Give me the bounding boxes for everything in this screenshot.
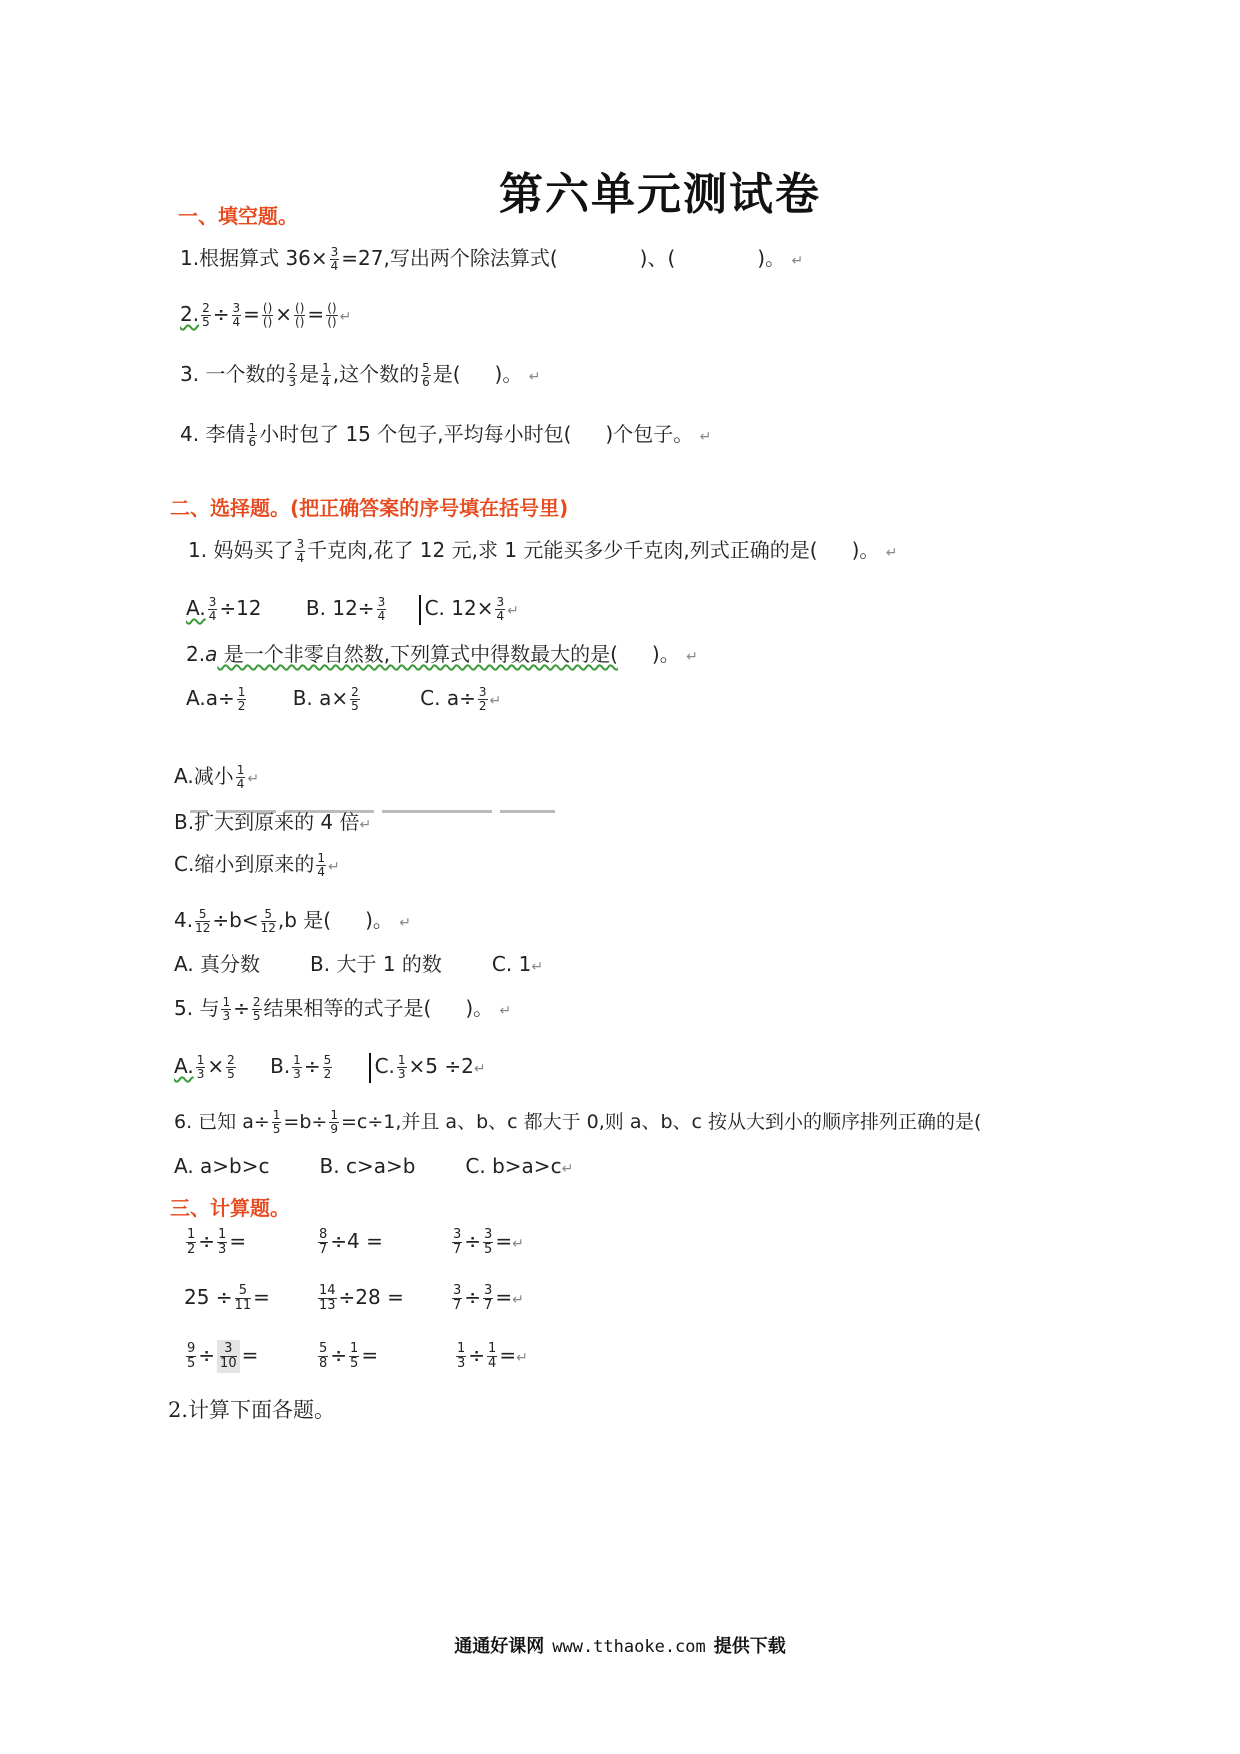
fraction: $\frac{3}{2}$ (478, 685, 487, 713)
choice-options-1: A. $\frac{3}{4}$ ÷12 B. 12÷ $\frac{3}{4}$ C. 12× $\frac{3}{4}$ ↵ (186, 595, 519, 623)
fraction: $\frac{2}{3}$ (288, 361, 297, 389)
fraction: $\frac{1}{2}$ (237, 685, 246, 713)
fraction: $\frac{1}{4}$ (322, 361, 330, 389)
blank-fraction[interactable]: $\frac{()}{()}$ (262, 301, 273, 329)
fraction: $\frac{1}{9}$ (330, 1108, 338, 1136)
choice-3-option-b: B.扩大到原来的 4 倍↵ (174, 810, 372, 834)
fraction: $\frac{5}{12}$ (260, 907, 276, 935)
fraction: $\frac{2}{5}$ (202, 301, 210, 329)
calc-item: 25 ÷ $\frac{5}{11}$ = (184, 1283, 270, 1313)
calc-item: $\frac{3}{7}$ ÷ $\frac{3}{5}$ =↵ (453, 1227, 524, 1257)
text-cursor (419, 595, 421, 625)
choice-options-4: A. 真分数 B. 大于 1 的数 C. 1↵ (174, 952, 544, 976)
choice-question-1: 1. 妈妈买了 $\frac{3}{4}$ 千克肉,花了 12 元,求 1 元能买多少千克肉,列式正确的是( )。 ↵ (188, 537, 898, 565)
fraction: $\frac{1}{3}$ (397, 1053, 406, 1081)
section-heading-fill-blanks: 一、填空题。 (178, 204, 298, 228)
choice-question-5: 5. 与 $\frac{1}{3}$ ÷ $\frac{2}{5}$ 结果相等的式子是( )。 ↵ (174, 995, 512, 1023)
question-1-1: 1.根据算式 36× $\frac{3}{4}$ =27,写出两个除法算式( )、( )。 ↵ (180, 245, 804, 273)
fraction: $\frac{5}{2}$ (323, 1053, 332, 1081)
section-heading-multiple-choice: 二、选择题。(把正确答案的序号填在括号里) (170, 496, 569, 520)
calc-item: $\frac{5}{8}$ ÷ $\frac{1}{5}$ = (319, 1341, 379, 1371)
calc-item: $\frac{1}{3}$ ÷ $\frac{1}{4}$ =↵ (457, 1341, 528, 1371)
footer-source: 通通好课网 www.tthaoke.com 提供下载 (454, 1636, 786, 1657)
fraction: $\frac{3}{4}$ (377, 595, 386, 623)
fraction: $\frac{2}{5}$ (252, 995, 261, 1023)
choice-options-2: A.a÷ $\frac{1}{2}$ B. a× $\frac{2}{5}$ C. a÷ $\frac{3}{2}$ ↵ (186, 685, 502, 713)
choice-options-6: A. a>b>c B. c>a>b C. b>a>c↵ (174, 1154, 574, 1178)
question-1-3: 3. 一个数的 $\frac{2}{3}$ 是 $\frac{1}{4}$ ,这个数的 $\frac{5}{6}$ 是( )。 ↵ (180, 361, 541, 389)
choice-3-option-a: A.减小 $\frac{1}{4}$ ↵ (174, 763, 260, 791)
fraction: $\frac{1}{5}$ (272, 1108, 281, 1136)
choice-3-option-c: C.缩小到原来的 $\frac{1}{4}$ ↵ (174, 851, 340, 879)
fraction: $\frac{1}{3}$ (222, 995, 231, 1023)
choice-options-5: A. $\frac{1}{3}$ × $\frac{2}{5}$ B. $\frac{1}{3}$ ÷ $\frac{5}{2}$ C. $\frac{1}{3}$ ×5 ÷2↵ (174, 1053, 486, 1081)
page-title: 第六单元测试卷 (499, 169, 821, 220)
choice-question-6: 6. 已知 a÷ $\frac{1}{5}$ =b÷ $\frac{1}{9}$ =c÷1,并且 a、b、c 都大于 0,则 a、b、c 按从大到小的顺序排列正确的是( (174, 1108, 982, 1136)
fraction: $\frac{1}{3}$ (196, 1053, 205, 1081)
calc-item: $\frac{3}{7}$ ÷ $\frac{3}{7}$ =↵ (453, 1283, 524, 1313)
calc-item: $\frac{9}{5}$ ÷ $\frac{3}{10}$ = (187, 1341, 259, 1371)
blank-fraction[interactable]: $\frac{()}{()}$ (327, 301, 337, 329)
fraction: $\frac{1}{4}$ (317, 851, 325, 879)
fraction: $\frac{5}{6}$ (422, 361, 430, 389)
blank-fraction[interactable]: $\frac{()}{()}$ (295, 301, 305, 329)
fraction: $\frac{1}{6}$ (248, 421, 257, 449)
footer-url-link[interactable]: www.tthaoke.com (552, 1637, 706, 1657)
fraction: $\frac{1}{4}$ (236, 763, 245, 791)
choice-question-4: 4. $\frac{5}{12}$ ÷b< $\frac{5}{12}$ ,b 是( )。 ↵ (174, 907, 411, 935)
subsection-calc-2: 2.计算下面各题。 (168, 1398, 336, 1422)
fraction: $\frac{3}{4}$ (296, 537, 305, 565)
question-1-2: 2. $\frac{2}{5}$ ÷ $\frac{3}{4}$ = $\frac{()}{()}$ × $\frac{()}{()}$ = $\frac{()}{()}$ ↵ (180, 301, 352, 329)
fraction: $\frac{1}{3}$ (293, 1053, 301, 1081)
selection-highlight: $\frac{3}{10}$ (217, 1340, 240, 1373)
question-1-4: 4. 李倩 $\frac{1}{6}$ 小时包了 15 个包子,平均每小时包( )个包子。 ↵ (180, 421, 712, 449)
fraction: $\frac{2}{5}$ (351, 685, 359, 713)
calc-item: $\frac{14}{13}$ ÷28 = (319, 1283, 404, 1313)
fraction: $\frac{3}{4}$ (232, 301, 241, 329)
fraction: $\frac{3}{4}$ (208, 595, 217, 623)
fraction: $\frac{3}{4}$ (496, 595, 505, 623)
choice-question-2: 2.a 是一个非零自然数,下列算式中得数最大的是( )。 ↵ (186, 642, 698, 666)
fraction: $\frac{3}{4}$ (330, 245, 339, 273)
fraction: $\frac{5}{12}$ (195, 907, 211, 935)
fraction: $\frac{2}{5}$ (227, 1053, 235, 1081)
calc-item: $\frac{8}{7}$ ÷4 = (319, 1227, 383, 1257)
section-heading-calculation: 三、计算题。 (170, 1196, 290, 1220)
text-cursor (369, 1053, 371, 1083)
calc-item: $\frac{1}{2}$ ÷ $\frac{1}{3}$ = (187, 1227, 247, 1257)
